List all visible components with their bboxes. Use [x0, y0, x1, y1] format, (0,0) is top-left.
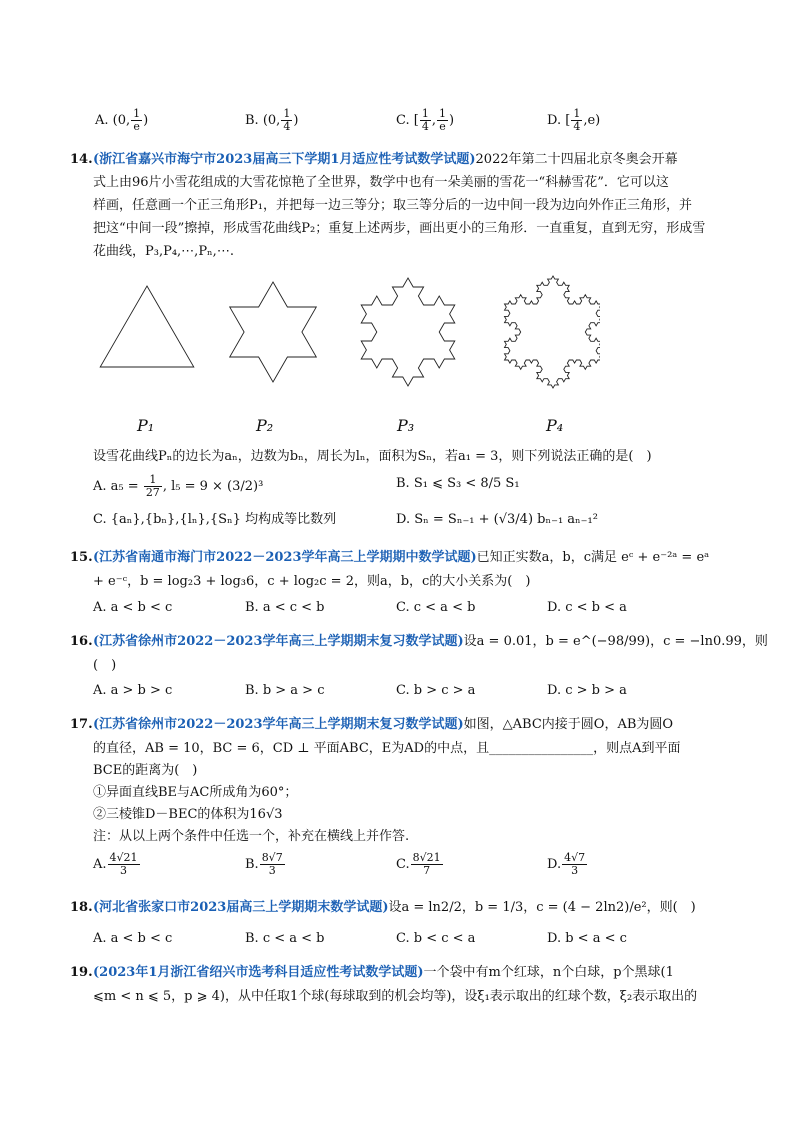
snowflake-outline	[505, 276, 601, 388]
question-source: (浙江省嘉兴市海宁市2023届高三下学期1月适应性考试数学试题)	[93, 152, 476, 167]
question-source: (江苏省徐州市2022－2023学年高三上学期期末复习数学试题)	[93, 634, 464, 649]
question-line: BCE的距离为( )	[93, 763, 198, 778]
q15-option-b: B. a < c < b	[245, 600, 325, 615]
question-line: 样画，任意画一个正三角形P₁，并把每一边三等分；取三等分后的一边中间一段为边向外作正三角形，并	[93, 198, 692, 213]
question-line: 把这“中间一段”擦掉，形成雪花曲线P₂；重复上述两步，画出更小的三角形．一直重复，直到无穷，形成雪	[93, 221, 706, 236]
q18-option-a: A. a < b < c	[93, 931, 173, 946]
question-source: (江苏省南通市海门市2022－2023学年高三上学期期中数学试题)	[93, 550, 477, 565]
question-number: 17.	[70, 717, 93, 732]
q17-option-c: C. $\frac{8√21}{7}$	[396, 851, 441, 877]
q13-option-b: B. (0, $\frac{1}{4}$ )	[245, 107, 299, 133]
q17-option-d: D. $\frac{4√7}{3}$	[547, 851, 586, 877]
q14-option-d: D. Sₙ = Sₙ₋₁ + (√3/4) bₙ₋₁ aₙ₋₁²	[396, 512, 598, 527]
snowflake-outline	[100, 286, 194, 367]
figure-caption-p1: P₁	[137, 416, 155, 435]
snowflake-p4	[505, 276, 601, 388]
figure-caption-p3: P₃	[397, 416, 415, 435]
q17-option-a: A. $\frac{4√21}{3}$	[93, 851, 138, 877]
q16-option-a: A. a > b > c	[93, 683, 173, 698]
q15-option-d: D. c < b < a	[547, 600, 627, 615]
q15-option-a: A. a < b < c	[93, 600, 173, 615]
q13-option-a: A. (0, $\frac{1}{e}$ )	[95, 107, 149, 133]
question-number: 15.	[70, 550, 93, 565]
question-number: 16.	[70, 634, 93, 649]
question-source: (河北省张家口市2023届高三上学期期末数学试题)	[93, 900, 389, 915]
figure-caption-p2: P₂	[256, 416, 274, 435]
question-line: (江苏省徐州市2022－2023学年高三上学期期末复习数学试题)如图，△ABC内接于圆O，AB为圆O	[93, 717, 674, 732]
q16-option-d: D. c > b > a	[547, 683, 627, 698]
q18-option-d: D. b < a < c	[547, 931, 627, 946]
question-line: ( )	[93, 658, 117, 673]
condition-2: ②三棱锥D－BEC的体积为16√3	[93, 807, 283, 822]
question-number: 14.	[70, 152, 93, 167]
question-line: + e⁻ᶜ，b = log₂3 + log₃6，c + log₂c = 2，则a，b，c的大小关系为( )	[93, 574, 531, 589]
question-source: (江苏省徐州市2022－2023学年高三上学期期末复习数学试题)	[93, 717, 464, 732]
koch-snowflake-figures	[90, 270, 600, 400]
question-line: (江苏省徐州市2022－2023学年高三上学期期末复习数学试题)设a = 0.01，b = e^(−98/99)，c = −ln0.99，则	[93, 634, 768, 649]
condition-1: ①异面直线BE与AC所成角为60°；	[93, 785, 298, 800]
question-number: 18.	[70, 900, 93, 915]
note: 注：从以上两个条件中任选一个，补充在横线上并作答.	[93, 829, 410, 844]
snowflake-p1	[100, 286, 194, 367]
question-source: (2023年1月浙江省绍兴市选考科目适应性考试数学试题)	[93, 965, 424, 980]
question-line: (浙江省嘉兴市海宁市2023届高三下学期1月适应性考试数学试题)2022年第二十四届北京冬奥会开幕	[93, 152, 678, 167]
question-number: 19.	[70, 965, 93, 980]
snowflake-p2	[230, 282, 317, 382]
q15-option-c: C. c < a < b	[396, 600, 476, 615]
question-line: (江苏省南通市海门市2022－2023学年高三上学期期中数学试题)已知正实数a，b，c满足 eᶜ + e⁻²ᵃ = eᵃ	[93, 550, 710, 565]
q13-option-c: C. [ $\frac{1}{4}$ , $\frac{1}{e}$ )	[396, 107, 455, 133]
q16-option-c: C. b > c > a	[396, 683, 476, 698]
question-line: 的直径，AB = 10，BC = 6，CD ⊥ 平面ABC，E为AD的中点，且________________，则点A到平面	[93, 741, 681, 756]
q18-option-b: B. c < a < b	[245, 931, 325, 946]
snowflake-outline	[361, 278, 455, 386]
q14-option-a: A. a₅ = $\frac{1}{27}$ , l₅ = 9 × (3/2)³	[93, 473, 264, 499]
q18-option-c: C. b < c < a	[396, 931, 476, 946]
snowflake-p3	[361, 278, 455, 386]
question-stem: 设雪花曲线Pₙ的边长为aₙ，边数为bₙ，周长为lₙ，面积为Sₙ，若a₁ = 3，则下列说法正确的是( )	[93, 449, 652, 464]
question-line: (2023年1月浙江省绍兴市选考科目适应性考试数学试题)一个袋中有m个红球，n个白球，p个黑球(1	[93, 965, 674, 980]
question-line: (河北省张家口市2023届高三上学期期末数学试题)设a = ln2/2，b = 1/3，c = (4 − 2ln2)/e²，则( )	[93, 900, 696, 915]
q13-option-d: D. [ $\frac{1}{4}$ ,e)	[547, 107, 601, 133]
q14-option-c: C. {aₙ},{bₙ},{lₙ},{Sₙ} 均构成等比数列	[93, 512, 337, 527]
snowflake-outline	[230, 282, 317, 382]
q17-option-b: B. $\frac{8√7}{3}$	[245, 851, 283, 877]
question-line: 花曲线，P₃,P₄,⋯,Pₙ,⋯.	[93, 244, 234, 259]
figure-caption-p4: P₄	[546, 416, 564, 435]
question-line: 式上由96片小雪花组成的大雪花惊艳了全世界，数学中也有一朵美丽的雪花一“科赫雪花”．它可以这	[93, 175, 669, 190]
q14-option-b: B. S₁ ⩽ S₃ < 8/5 S₁	[396, 476, 520, 491]
question-line: ⩽m < n ⩽ 5，p ⩾ 4)，从中任取1个球(每球取到的机会均等)，设ξ₁表示取出的红球个数，ξ₂表示取出的	[93, 989, 698, 1004]
q16-option-b: B. b > a > c	[245, 683, 325, 698]
